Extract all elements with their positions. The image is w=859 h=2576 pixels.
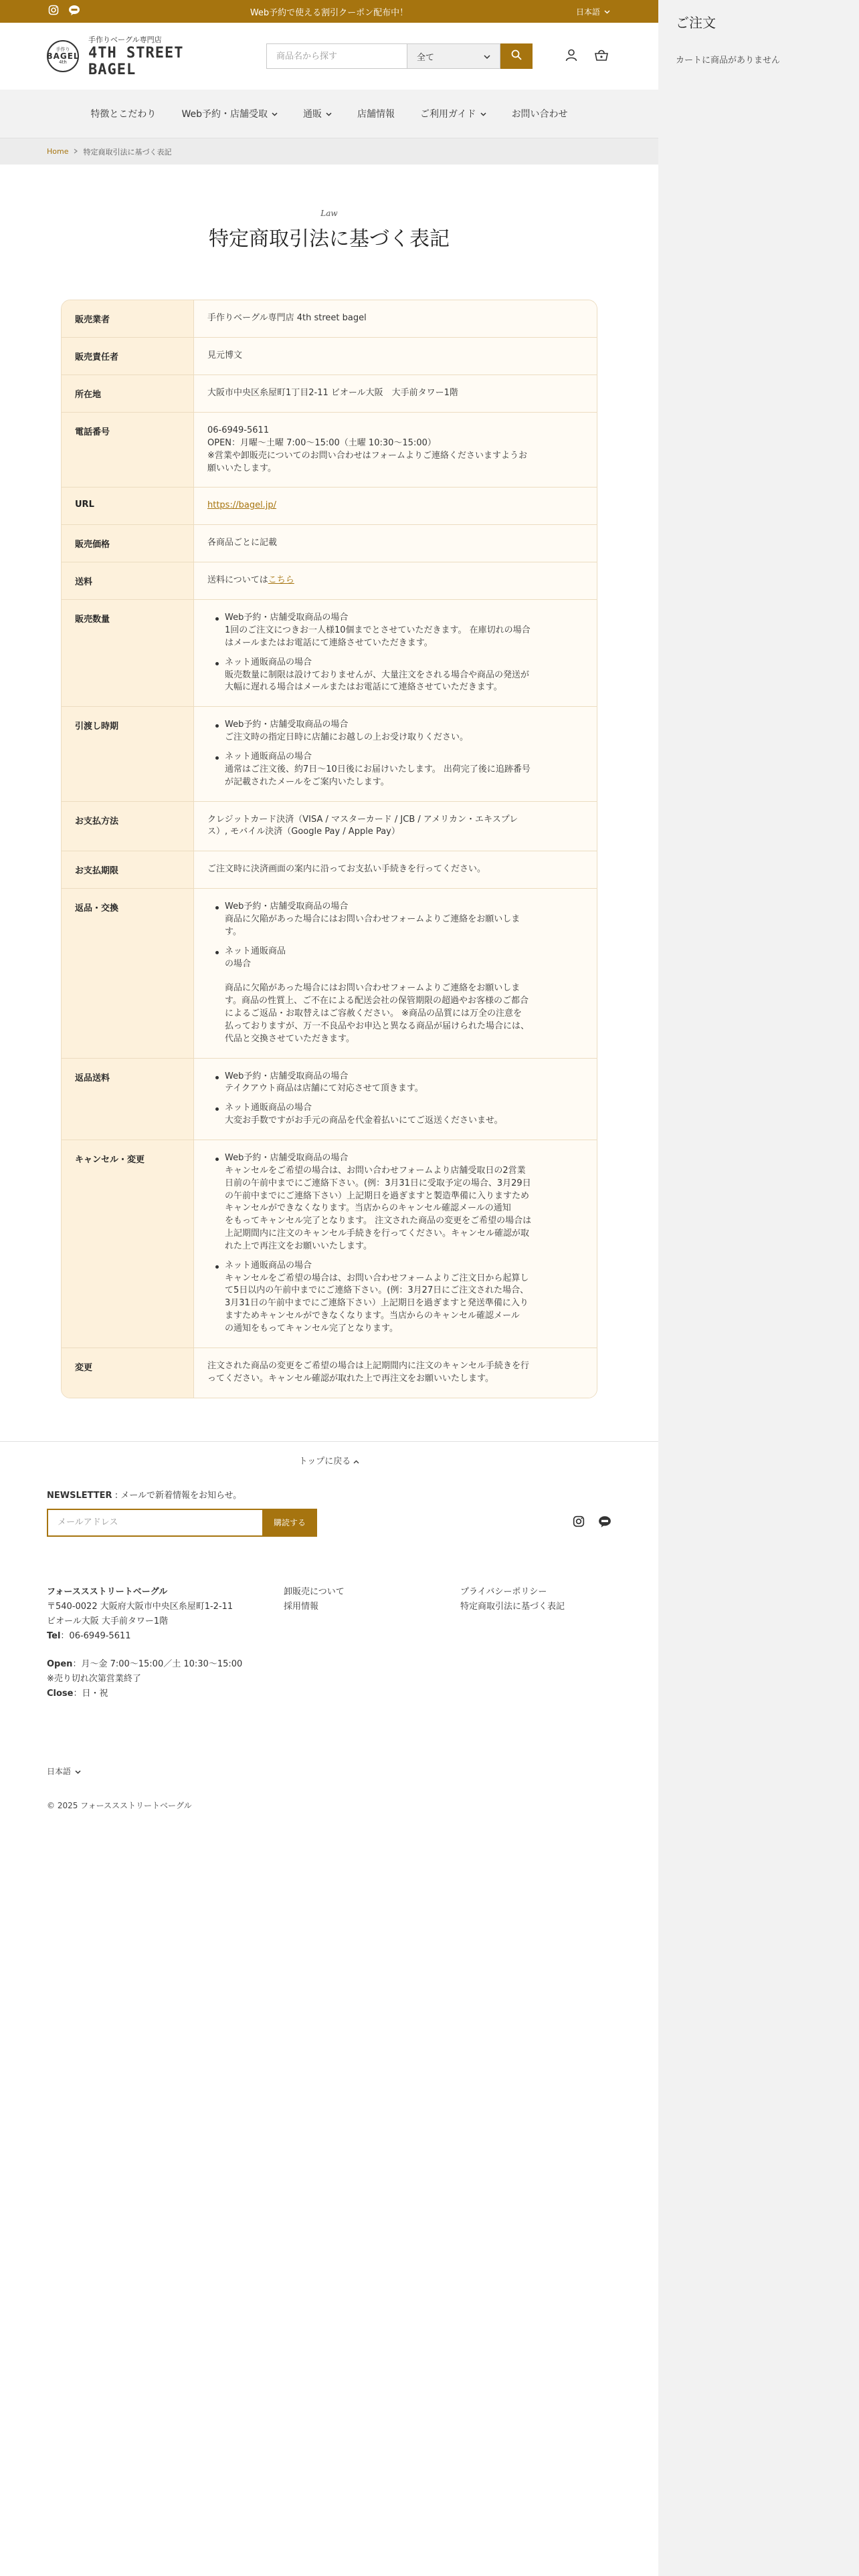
legal-text-line: クレジットカード決済（VISA / マスターカード / JCB / アメリカン・エキスプレ	[207, 814, 518, 825]
legal-row-value	[194, 1059, 597, 1140]
legal-text-line: 06-6949-5611	[207, 425, 270, 435]
legal-text-line: ネット通販商品の場合	[225, 751, 312, 762]
footer-company-name: フォーススストリートベーグル	[47, 1586, 168, 1597]
legal-text-line: の場合	[225, 958, 252, 969]
legal-table	[61, 300, 597, 1398]
footer-tel-label: Tel	[47, 1630, 61, 1641]
legal-row	[62, 889, 597, 1058]
legal-text-line: 商品に欠陥があった場合にはお問い合わせフォームよりご連絡をお願いしま	[225, 914, 520, 925]
cart-drawer	[658, 0, 859, 2576]
legal-row-value	[194, 802, 597, 851]
cart-drawer-title: ご注文	[676, 15, 716, 31]
legal-row-label: URL	[62, 488, 194, 524]
legal-row	[62, 562, 597, 600]
logo-tagline: 手作りベーグル専門店	[88, 35, 162, 44]
legal-text-line: 願いいたします。	[207, 463, 276, 473]
account-icon[interactable]	[565, 48, 578, 64]
legal-url-link[interactable]: https://bagel.jp/	[207, 500, 277, 511]
legal-text-gap	[225, 970, 583, 982]
logo-badge	[47, 40, 79, 72]
legal-text-line: ※営業や卸販売についてのお問い合わせはフォームよりご連絡くださいますようお	[207, 450, 527, 461]
announcement-social	[48, 5, 80, 18]
legal-text-line: Web予約・店舗受取商品の場合	[225, 613, 349, 623]
legal-bullet-list	[207, 901, 583, 1045]
line-icon[interactable]	[598, 1515, 611, 1530]
search-bar	[266, 43, 533, 69]
legal-row-value	[194, 525, 597, 562]
legal-row-label: 返品・交換	[62, 889, 194, 1057]
footer-columns	[47, 1585, 611, 1644]
legal-text-line: ネット通販商品の場合	[225, 1260, 312, 1271]
legal-row-value	[194, 375, 597, 412]
footer-links-2	[460, 1585, 565, 1644]
instagram-icon[interactable]	[48, 5, 59, 18]
legal-text-line: ネット通販商品	[225, 946, 286, 956]
nav-item-guide[interactable]	[407, 107, 499, 120]
legal-text-line: 代品と交換させていただきます。	[225, 1033, 355, 1044]
legal-row	[62, 300, 597, 338]
legal-row-value	[194, 413, 597, 487]
footer-close-label: Close	[47, 1689, 74, 1699]
chevron-down-icon	[272, 108, 278, 119]
legal-text-line: の通知をもってキャンセル完了となります。	[225, 1323, 398, 1333]
legal-text-line: が記載されたメールをご案内いたします。	[225, 776, 389, 787]
legal-row-value	[194, 300, 597, 337]
legal-text-line: はメールまたはお電話にて連絡させていただきます。	[225, 637, 433, 648]
logo-badge-main: BAGEL	[46, 51, 80, 61]
legal-bullet-item	[215, 1102, 583, 1128]
footer-language-selector[interactable]	[47, 1765, 611, 1777]
search-category-select[interactable]	[407, 43, 500, 69]
legal-text-line: 1回のご注文につきお一人様10個までとさせていただきます。 在庫切れの場合	[225, 625, 531, 636]
subscribe-button[interactable]: 購読する	[262, 1509, 317, 1537]
legal-text: 送料については	[207, 575, 268, 586]
newsletter	[47, 1488, 611, 1537]
cart-empty-message: カートに商品がありません	[676, 56, 781, 66]
nav-label: Web予約・店舗受取	[181, 109, 268, 120]
legal-row	[62, 525, 597, 562]
legal-text-line: ご注文時に決済画面の案内に沿ってお支払い手続きを行ってください。	[207, 864, 486, 875]
language-label: 日本語	[575, 7, 600, 17]
legal-text-line: Web予約・店舗受取商品の場合	[225, 1071, 349, 1081]
legal-text-line: 3月31日の午前中までにご連絡下さい）上記期日を過ぎますと発送準備に入り	[225, 1298, 529, 1309]
page-subtitle: Law	[320, 209, 338, 218]
legal-row-label: 販売責任者	[62, 338, 194, 374]
legal-text-line: れた上で再注文をお願いいたします。	[225, 1241, 372, 1251]
legal-text-line: 販売数量に制限は設けておりませんが、大量注文をされる場合や商品の発送が	[225, 669, 530, 680]
line-icon[interactable]	[68, 5, 80, 18]
footer-company-info	[47, 1585, 284, 1644]
nav-item-features[interactable]	[78, 107, 169, 120]
search-icon	[511, 49, 522, 63]
legal-text-line: 注文された商品の変更をご希望の場合は上記期間内に注文のキャンセル手続きを行	[207, 1360, 530, 1371]
nav-label: お問い合わせ	[511, 109, 568, 120]
legal-text-line: ますためキャンセルができなくなります。当店からのキャンセル確認メール	[225, 1311, 520, 1321]
main-nav	[0, 90, 658, 138]
legal-text-line: OPEN：月曜〜土曜 7:00〜15:00（土曜 10:30〜15:00）	[207, 437, 436, 448]
language-selector[interactable]	[576, 6, 610, 17]
footer-link-recruit[interactable]: 採用情報	[284, 1601, 319, 1612]
legal-row-label: 販売数量	[62, 600, 194, 706]
legal-row-label: お支払方法	[62, 802, 194, 851]
legal-row	[62, 375, 597, 413]
legal-row-label: 送料	[62, 562, 194, 599]
legal-bullet-item	[215, 1071, 583, 1096]
legal-bullet-item	[215, 719, 583, 744]
logo-name: 4TH STREET BAGEL	[88, 45, 184, 78]
search-category-value: 全て	[417, 52, 435, 63]
legal-bullet-item	[215, 901, 583, 939]
legal-row-label: 販売価格	[62, 525, 194, 562]
search-input[interactable]	[266, 43, 407, 69]
legal-row-value	[194, 338, 597, 374]
legal-text-line: す。商品の性質上、ご不在による配送会社の保管期限の超過やお客様のご都合	[225, 996, 529, 1006]
footer-link-legal[interactable]: 特定商取引法に基づく表記	[460, 1601, 565, 1612]
legal-row	[62, 851, 597, 889]
legal-text-line: 商品に欠陥があった場合にはお問い合わせフォームよりご連絡をお願いしま	[225, 983, 520, 994]
legal-text-line: キャンセルをご希望の場合は、お問い合わせフォームより店舗受取日の2営業	[225, 1165, 526, 1176]
chevron-down-icon	[480, 108, 486, 119]
site-header	[0, 23, 658, 90]
footer-language-label: 日本語	[47, 1767, 72, 1777]
legal-text-line: によるご返品・お取替えはご容赦ください。 ※商品の品質には万全の注意を	[225, 1008, 522, 1019]
legal-text-line: の午前中までにご連絡下さい）上記期日を過ぎますと製造準備に入りますため	[225, 1190, 530, 1201]
legal-row	[62, 1140, 597, 1348]
legal-text-line: 見元博文	[207, 350, 243, 360]
legal-row-label: 電話番号	[62, 413, 194, 487]
logo-badge-bottom: 4th	[59, 60, 67, 65]
legal-text-line: 手作りベーグル専門店 4th street bagel	[207, 313, 367, 323]
nav-label: 店舗情報	[357, 109, 395, 120]
legal-text-line: て5日以内の午前中までにご連絡下さい。(例：3月27日にご注文された場合、	[225, 1285, 529, 1296]
footer-tel-number: ：06-6949-5611	[60, 1630, 131, 1641]
legal-text-line: 各商品ごとに記載	[207, 538, 278, 548]
footer-open-note: ※売り切れ次第営業終了	[47, 1673, 141, 1684]
legal-row-value	[194, 562, 597, 599]
logo-text	[88, 34, 221, 78]
footer-social	[573, 1515, 611, 1530]
footer-open	[47, 1657, 611, 1672]
back-to-top[interactable]	[0, 1441, 658, 1467]
legal-text-line: 大変お手数ですがお手元の商品を代金着払いにてご返送くださいませ。	[225, 1115, 503, 1126]
legal-row	[62, 802, 597, 852]
header-icons	[565, 48, 609, 64]
legal-row-label: 所在地	[62, 375, 194, 412]
chevron-right-icon	[74, 147, 78, 156]
footer-open-label: Open	[47, 1658, 73, 1669]
nav-item-web-reservation[interactable]	[169, 107, 290, 120]
legal-text-line: Web予約・店舗受取商品の場合	[225, 901, 349, 912]
footer-link-wholesale[interactable]: 卸販売について	[284, 1586, 345, 1597]
legal-text-line: 通常はご注文後、約7日〜10日後にお届けいたします。 出荷完了後に追跡番号	[225, 764, 531, 774]
chevron-down-icon	[484, 51, 490, 62]
newsletter-label: NEWSLETTER	[47, 1490, 112, 1501]
legal-text-line	[207, 574, 583, 587]
legal-row	[62, 488, 597, 525]
legal-text-line: をもってキャンセル完了となります。 注文された商品の変更をご希望の場合は	[225, 1216, 532, 1226]
announcement-bar	[0, 0, 658, 23]
instagram-icon[interactable]	[573, 1515, 585, 1530]
chevron-up-icon	[353, 1457, 359, 1467]
legal-row-label: 引渡し時期	[62, 707, 194, 800]
newsletter-text: : メールで新着情報をお知らせ。	[112, 1490, 242, 1501]
legal-bullet-item	[215, 946, 583, 1046]
breadcrumb-current: 特定商取引法に基づく表記	[83, 147, 172, 156]
legal-text-line: ご注文時の指定日時に店舗にお越しの上お受け取りください。	[225, 732, 469, 743]
legal-text-line: 大阪市中央区糸屋町1丁目2-11 ビオール大阪 大手前タワー1階	[207, 388, 458, 398]
footer-address-1: 〒540-0022 大阪府大阪市中央区糸屋町1-2-11	[47, 1601, 233, 1612]
legal-bullet-item	[215, 1152, 583, 1253]
legal-text-line: Web予約・店舗受取商品の場合	[225, 720, 349, 730]
legal-text-line: ネット通販商品の場合	[225, 657, 312, 667]
cart-basket-icon[interactable]	[594, 48, 609, 64]
legal-text-line: キャンセルができなくなります。当店からのキャンセル確認メールの通知	[225, 1203, 511, 1214]
breadcrumb	[0, 138, 658, 165]
search-button[interactable]	[500, 43, 533, 69]
legal-bullet-list	[207, 719, 583, 788]
page-title: 特定商取引法に基づく表記	[209, 227, 450, 251]
newsletter-form	[47, 1509, 611, 1537]
breadcrumb-home[interactable]: Home	[47, 147, 69, 156]
footer-link-privacy[interactable]: プライバシーポリシー	[460, 1586, 547, 1597]
legal-text-line: Web予約・店舗受取商品の場合	[225, 1153, 349, 1163]
copyright: © 2025 フォーススストリートベーグル	[47, 1801, 192, 1811]
legal-text-line: す。	[225, 926, 242, 937]
legal-row-label: お支払期限	[62, 851, 194, 888]
nav-item-contact[interactable]	[499, 107, 581, 120]
legal-bullet-list	[207, 612, 583, 694]
legal-row-value	[194, 851, 597, 888]
legal-bullet-item	[215, 1260, 583, 1335]
legal-row-label: 返品送料	[62, 1059, 194, 1140]
legal-row	[62, 338, 597, 375]
legal-row-value	[194, 600, 597, 706]
page-title-block	[0, 165, 658, 251]
nav-item-mail-order[interactable]	[290, 107, 345, 120]
chevron-down-icon	[75, 1767, 81, 1776]
chevron-down-icon	[604, 7, 610, 16]
legal-bullet-item	[215, 612, 583, 650]
site-logo[interactable]	[47, 34, 221, 78]
back-to-top-label: トップに戻る	[298, 1456, 351, 1467]
legal-row	[62, 413, 597, 488]
footer-hours	[47, 1657, 611, 1701]
legal-text-line: ネット通販商品の場合	[225, 1103, 312, 1113]
shipping-link[interactable]: こちら	[268, 575, 294, 586]
footer-links-1	[284, 1585, 460, 1644]
legal-text-line: テイクアウト商品は店舗にて対応させて頂きます。	[225, 1083, 423, 1094]
legal-bullet-item	[215, 657, 583, 695]
footer-close	[47, 1687, 611, 1701]
footer-open-text: ：月〜金 7:00〜15:00／土 10:30〜15:00	[72, 1658, 243, 1669]
logo-badge-top: 手作り	[56, 47, 70, 52]
chevron-down-icon	[326, 108, 332, 119]
legal-bullet-list	[207, 1152, 583, 1335]
legal-row	[62, 1348, 597, 1398]
legal-text-line: 大幅に遅れる場合はメールまたはお電話にて連絡させていただきます。	[225, 682, 502, 693]
legal-text-line: ス）, モバイル決済（Google Pay / Apple Pay）	[207, 827, 400, 837]
legal-row	[62, 707, 597, 801]
site-footer	[0, 1488, 658, 1812]
nav-item-store-info[interactable]	[345, 107, 407, 120]
legal-row-value	[194, 1348, 597, 1398]
legal-row-value	[194, 488, 597, 524]
legal-row	[62, 600, 597, 707]
legal-row-label: キャンセル・変更	[62, 1140, 194, 1348]
nav-label: ご利用ガイド	[419, 109, 476, 120]
legal-row-label: 変更	[62, 1348, 194, 1398]
newsletter-heading	[47, 1488, 611, 1501]
legal-bullet-item	[215, 751, 583, 789]
legal-text-line: 日前の午前中までにご連絡下さい。(例：3月31日に受取予定の場合、3月29日	[225, 1178, 531, 1188]
legal-text-line: 払っておりますが、万一不良品やお申込と異なる商品が届けられた場合には、	[225, 1021, 530, 1031]
nav-label: 通販	[302, 109, 322, 120]
footer-tel	[47, 1629, 284, 1644]
legal-row-value	[194, 889, 597, 1057]
legal-text-line: 上記期間内に注文のキャンセル手続きを行ってください。キャンセル確認が取	[225, 1228, 530, 1239]
announcement-message[interactable]: Web予約で使える割引クーポン配布中！	[250, 7, 409, 18]
legal-row-value	[194, 707, 597, 800]
legal-bullet-list	[207, 1071, 583, 1128]
footer-address-2: ビオール大阪 大手前タワー1階	[47, 1616, 169, 1626]
legal-text-line: キャンセルをご希望の場合は、お問い合わせフォームよりご注文日から起算し	[225, 1273, 529, 1283]
legal-row	[62, 1059, 597, 1140]
legal-row-value	[194, 1140, 597, 1348]
legal-row-label: 販売業者	[62, 300, 194, 337]
legal-text-line: ってください。キャンセル確認が取れた上で再注文をお願いいたします。	[207, 1373, 494, 1384]
newsletter-email-input[interactable]	[47, 1509, 262, 1537]
nav-label: 特徴とこだわり	[90, 109, 157, 120]
footer-close-text: ：日・祝	[73, 1689, 108, 1699]
